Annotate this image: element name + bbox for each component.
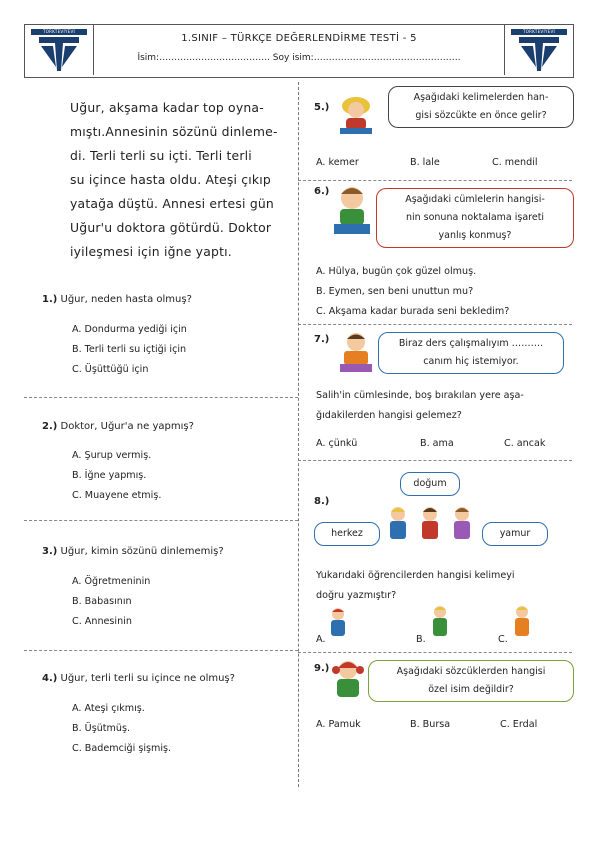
question-number: 2.): [42, 421, 58, 432]
child-reading-icon: [332, 92, 380, 140]
bubble-line: canım hiç istemiyor.: [423, 356, 519, 367]
option-c[interactable]: C. Bademciği şişmiş.: [72, 743, 172, 754]
word-bubble-left: herkez: [314, 522, 380, 546]
bubble-line: Aşağıdaki cümlelerin hangisi-: [405, 194, 545, 205]
student-c-icon[interactable]: [510, 604, 534, 642]
question-5-bubble: [388, 86, 574, 128]
reading-line: iyileşmesi için iğne yaptı.: [70, 244, 232, 259]
question-number: 1.): [42, 294, 58, 305]
question-5-number: 5.): [314, 102, 330, 113]
option-a[interactable]: A. Pamuk: [316, 719, 361, 730]
logo-left: [25, 25, 94, 75]
question-6-bubble: [376, 188, 574, 248]
question-line: ğıdakilerden hangisi gelemez?: [316, 410, 462, 421]
question-7-text: [316, 386, 524, 426]
bubble-line: Biraz ders çalışmalıyım ……….: [398, 338, 544, 349]
word-bubble-right: yamur: [482, 522, 548, 546]
question-text: Uğur, neden hasta olmuş?: [60, 294, 192, 305]
option-a[interactable]: A. Şurup vermiş.: [72, 450, 152, 461]
question-1-options: [72, 320, 187, 380]
option-b[interactable]: B.: [416, 634, 426, 645]
option-a[interactable]: A. kemer: [316, 157, 359, 168]
bubble-line: nin sonuna noktalama işareti: [405, 212, 545, 223]
option-c[interactable]: C. Annesinin: [72, 616, 132, 627]
logo-mark-icon: [519, 37, 559, 71]
student-a-icon[interactable]: [326, 606, 350, 642]
question-6-options: [316, 262, 509, 322]
question-7-bubble: [378, 332, 564, 374]
question-3: [42, 546, 224, 557]
reading-line: su içince hasta oldu. Ateşi çıkıp: [70, 172, 271, 187]
option-b[interactable]: B. Bursa: [410, 719, 451, 730]
section-divider: [298, 460, 572, 461]
option-c[interactable]: C. Üşüttüğü için: [72, 364, 149, 375]
question-3-options: [72, 572, 150, 632]
bubble-line: özel isim değildir?: [428, 684, 514, 695]
option-a[interactable]: A. Öğretmeninin: [72, 576, 151, 587]
header-box: [24, 24, 574, 78]
column-divider: [298, 82, 299, 787]
question-4: [42, 673, 235, 684]
option-c[interactable]: C. mendil: [492, 157, 538, 168]
bubble-line: yanlış konmuş?: [438, 230, 512, 241]
child-studying-icon: [336, 330, 376, 378]
option-b[interactable]: B. Eymen, sen beni unuttun mu?: [316, 286, 474, 297]
option-b[interactable]: B. Babasının: [72, 596, 132, 607]
reading-line: mıştı.Annesinin sözünü dinleme-: [70, 124, 278, 139]
option-c[interactable]: C. Erdal: [500, 719, 538, 730]
reading-line: di. Terli terli su içti. Terli terli: [70, 148, 252, 163]
question-text: Doktor, Uğur'a ne yapmış?: [60, 421, 194, 432]
question-number: 3.): [42, 546, 58, 557]
logo-right: [504, 25, 573, 75]
section-divider: [298, 324, 572, 325]
question-9-number: 9.): [314, 663, 330, 674]
reading-line: yatağa düştü. Annesi ertesi gün: [70, 196, 274, 211]
question-4-options: [72, 699, 171, 759]
word-bubble-top: doğum: [400, 472, 460, 496]
reading-line: Uğur, akşama kadar top oyna-: [70, 100, 264, 115]
option-b[interactable]: B. Üşütmüş.: [72, 723, 131, 734]
question-6-number: 6.): [314, 186, 330, 197]
question-9-bubble: [368, 660, 574, 702]
option-c[interactable]: C.: [498, 634, 508, 645]
bubble-line: Aşağıdaki sözcüklerden hangisi: [396, 666, 546, 677]
girl-icon: [328, 658, 368, 704]
bubble-line: gisi sözcükte en önce gelir?: [415, 110, 547, 121]
option-c[interactable]: C. Akşama kadar burada seni bekledim?: [316, 306, 510, 317]
name-line: İsim:………………………………. Soy isim:………………………………………….: [137, 53, 461, 63]
option-b[interactable]: B. Terli terli su içtiği için: [72, 344, 187, 355]
bubble-line: Aşağıdaki kelimelerden han-: [413, 92, 549, 103]
three-students-icon: [382, 504, 478, 552]
question-text: Uğur, terli terli su içince ne olmuş?: [60, 673, 235, 684]
option-a[interactable]: A.: [316, 634, 326, 645]
question-2: [42, 421, 194, 432]
student-b-icon[interactable]: [428, 604, 452, 642]
question-line: doğru yazmıştır?: [316, 590, 397, 601]
option-a[interactable]: A. Ateşi çıkmış.: [72, 703, 145, 714]
question-8-number: 8.): [314, 496, 330, 507]
child-thinking-icon: [330, 184, 376, 240]
reading-passage: [70, 96, 290, 264]
logo-text: TORKTEVİYEVİ: [31, 29, 87, 35]
logo-mark-icon: [39, 37, 79, 71]
question-8-text: [316, 566, 515, 606]
question-1: [42, 294, 192, 305]
option-c[interactable]: C. ancak: [504, 438, 546, 449]
section-divider: [298, 180, 572, 181]
page-title: 1.SINIF – TÜRKÇE DEĞERLENDİRME TESTİ - 5: [181, 33, 417, 44]
section-divider: [298, 652, 572, 653]
option-b[interactable]: B. İğne yapmış.: [72, 470, 147, 481]
section-divider: [24, 650, 298, 651]
logo-text: TORKTEVİYEVİ: [511, 29, 567, 35]
option-b[interactable]: B. lale: [410, 157, 440, 168]
section-divider: [24, 397, 298, 398]
question-7-number: 7.): [314, 334, 330, 345]
question-line: Salih'in cümlesinde, boş bırakılan yere aşa-: [316, 390, 524, 401]
option-a[interactable]: A. Hülya, bugün çok güzel olmuş.: [316, 266, 477, 277]
option-b[interactable]: B. ama: [420, 438, 454, 449]
question-2-options: [72, 446, 161, 506]
question-number: 4.): [42, 673, 58, 684]
option-a[interactable]: A. çünkü: [316, 438, 358, 449]
question-line: Yukarıdaki öğrencilerden hangisi kelimeyi: [316, 570, 515, 581]
option-a[interactable]: A. Dondurma yediği için: [72, 324, 187, 335]
option-c[interactable]: C. Muayene etmiş.: [72, 490, 162, 501]
section-divider: [24, 520, 298, 521]
question-text: Uğur, kimin sözünü dinlememiş?: [60, 546, 224, 557]
reading-line: Uğur'u doktora götürdü. Doktor: [70, 220, 272, 235]
